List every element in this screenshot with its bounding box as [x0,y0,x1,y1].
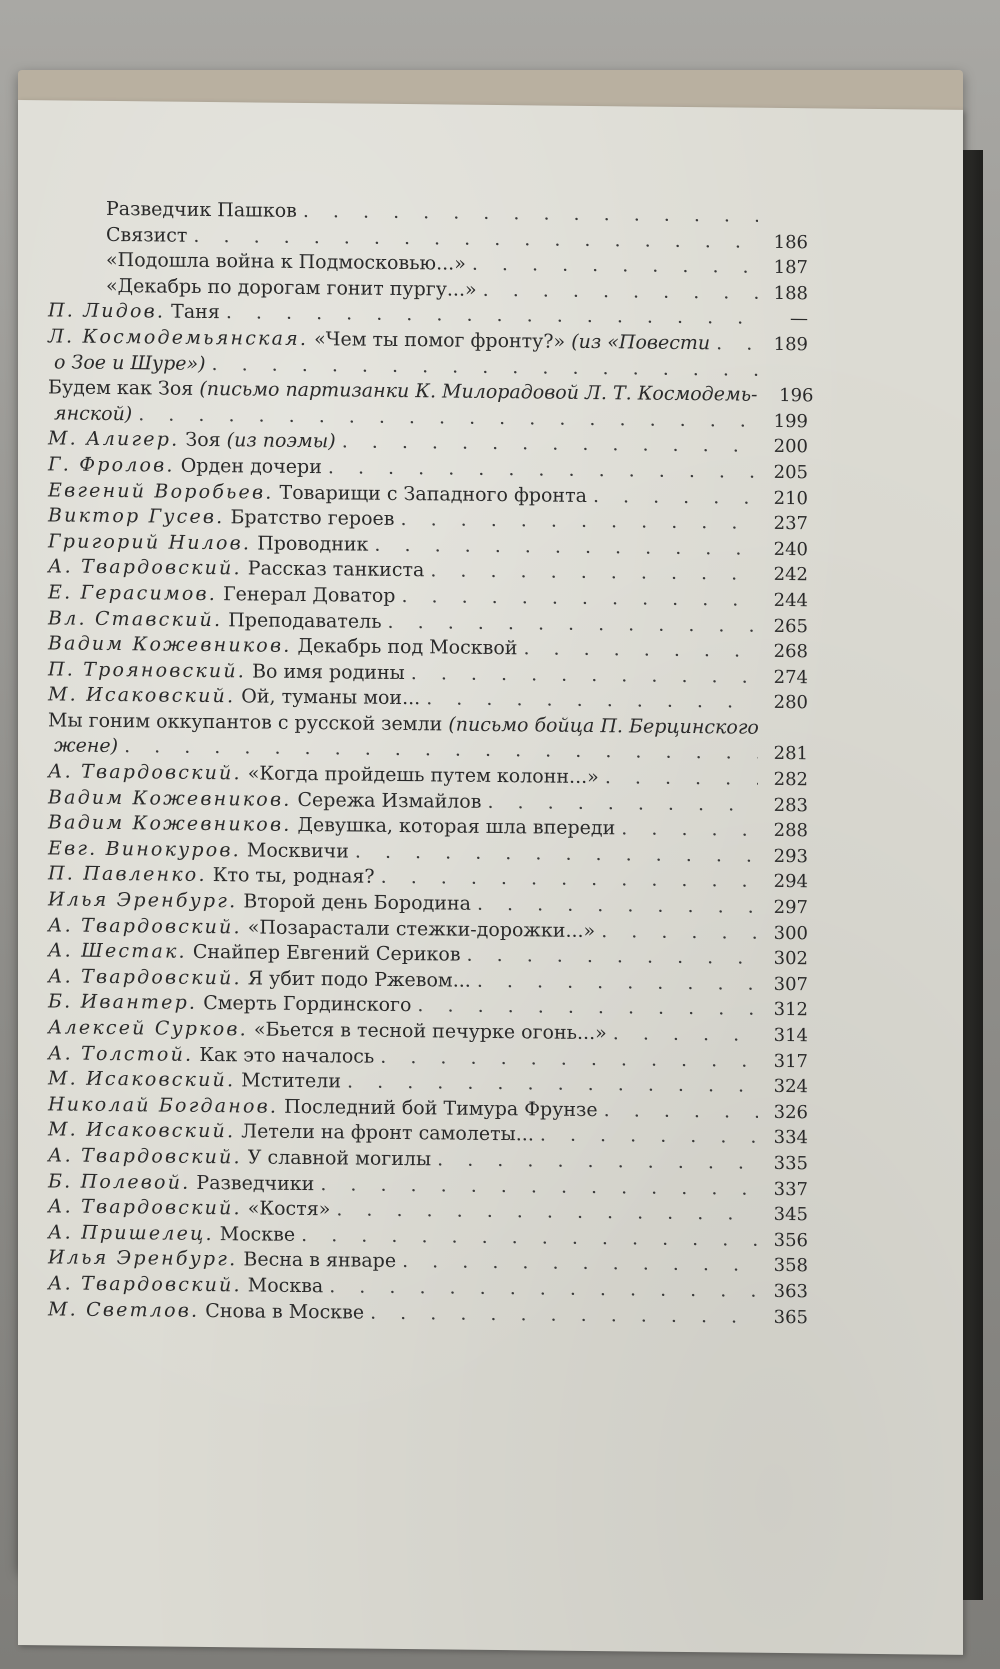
toc-entry-page-number: 356 [773,1229,808,1252]
toc-entry-page-number: 268 [773,641,808,663]
toc-entry-title: Ой, туманы мои... [241,685,421,710]
toc-entry-page-number: 237 [773,513,808,535]
toc-entry-title: Весна в январе [243,1248,397,1273]
toc-entry-title: Девушка, которая шла впереди [297,814,616,840]
toc-entry-title: Я убит подо Ржевом... [247,967,471,992]
toc-entry-author: Николай Богданов. [48,1093,279,1118]
toc-entry-author: А. Твардовский. [48,760,242,785]
toc-entry-page-number: 186 [773,231,808,253]
toc-leader-dots [401,584,758,613]
toc-entry-title: Разведчик Пашков [106,197,297,222]
toc-entry-title: Преподаватель [228,608,382,633]
toc-entry-page-number: 358 [773,1255,808,1277]
toc-entry-author: Вадим Кожевников. [48,632,292,657]
toc-entry-page-number: 326 [773,1101,808,1124]
toc-leader-dots [374,532,758,562]
toc-entry-page-number: 205 [773,461,808,484]
toc-entry-title: Как это началось [199,1043,375,1068]
toc-leader-dots [613,1021,758,1048]
toc-entry-author: А. Твардовский. [48,1144,242,1169]
book-page [18,100,963,1655]
toc-entry-page-number: — [790,308,808,330]
toc-entry-title: Орден дочери [180,454,322,479]
toc-entry-author: Б. Полевой. [48,1169,191,1194]
toc-entry-page-number: 317 [773,1050,808,1072]
toc-entry-author: М. Светлов. [48,1297,200,1322]
toc-entry-author: Илья Эренбург. [48,1246,238,1271]
toc-entry-note: (письмо бойца П. Берцинского [448,713,759,739]
toc-leader-dots [381,865,758,895]
toc-entry-title: Разведчики [196,1171,315,1195]
toc-leader-dots [417,994,758,1023]
toc-entry-title: Проводник [257,532,369,556]
toc-entry-page-number: 282 [773,768,808,791]
toc-leader-dots [523,636,758,664]
toc-entry-page-number: 281 [773,743,808,765]
toc-entry-page-number: 293 [773,845,808,868]
toc-entry-title: Во имя родины [252,660,405,684]
toc-entry-title: «Позарастали стежки-дорожки...» [247,916,596,942]
toc-entry-author: Вадим Кожевников. [48,785,292,811]
toc-entry-page-number: 200 [773,436,808,458]
toc-entry-title: Зоя [185,429,221,452]
toc-entry-page-number: 297 [773,896,808,919]
toc-leader-dots [467,943,758,972]
toc-leader-dots [487,790,758,818]
toc-entry-title: «Подошла война к Подмосковью...» [106,249,466,275]
toc-entry-title: Братство героев [230,506,395,531]
toc-entry-author: Л. Космодемьянская. [48,325,309,351]
toc-entry-page-number: 196 [779,385,814,407]
toc-entry-title: Генерал Доватор [223,583,396,607]
toc-leader-dots [477,892,758,921]
toc-entry-page-number: 242 [773,564,808,586]
toc-entry-author: А. Твардовский. [48,1195,242,1220]
toc-entry-author: А. Пришелец. [48,1221,214,1245]
toc-entry-page-number: 199 [773,410,808,433]
toc-entry-title: Сережа Измайлов [297,788,482,813]
toc-entry-page-number: 334 [773,1127,808,1149]
toc-leader-dots [370,1300,758,1330]
toc-leader-dots [400,507,758,536]
toc-entry-author: А. Твардовский. [48,965,242,990]
toc-entry-note: (письмо партизанки К. Милорадовой Л. Т. Космодемь- [199,378,758,406]
toc-leader-dots [540,1123,758,1151]
toc-entry-note: жене) [54,734,119,758]
toc-leader-dots [437,1147,758,1176]
toc-entry-title: Кто ты, родная? [212,864,375,889]
toc-entry-page-number: 363 [773,1280,808,1303]
toc-leader-dots [426,687,758,716]
toc-entry-title: Таня [171,300,220,324]
toc-leader-dots [593,484,758,511]
toc-entry-page-number: 244 [773,589,808,612]
toc-entry-author: А. Твардовский. [48,913,242,938]
toc-entry-author: А. Твардовский. [48,1272,242,1297]
toc-entry-title: «Костя» [247,1197,331,1221]
toc-entry-page-number: 345 [773,1204,808,1226]
toc-entry-title: Москва [247,1274,324,1298]
toc-entry-title: Декабрь под Москвой [297,635,518,660]
toc-entry-author: Евг. Винокуров. [48,837,241,862]
toc-entry-page-number: 294 [773,871,808,893]
toc-entry-author: Алексей Сурков. [48,1016,248,1041]
toc-leader-dots [380,1044,758,1074]
toc-entry-page-number: 300 [773,922,808,944]
toc-entry-author: А. Толстой. [48,1041,194,1066]
toc-entry-title: Снова в Москве [205,1299,365,1324]
toc-entry-title: «Декабрь по дорогам гонит пургу...» [106,274,477,301]
toc-entry-author: Евгений Воробьев. [48,478,274,504]
toc-entry-title: «Чем ты помог фронту?» [314,328,566,353]
toc-entry-page-number: 324 [773,1076,808,1098]
toc-entry-author: М. Исаковский. [48,683,236,708]
toc-leader-dots [716,331,758,357]
toc-entry-page-number: 337 [773,1178,808,1200]
toc-entry-title: Мстители [241,1069,342,1093]
toc-entry-page-number: 274 [773,666,808,688]
toc-entry-title: Рассказ танкиста [247,557,425,582]
toc-entry-note: янской) [54,402,133,425]
toc-entry-page-number: 280 [773,692,808,714]
toc-entry-title: Будем как Зоя [48,376,194,400]
toc-leader-dots [604,1098,758,1125]
toc-entry-title: Москвичи [246,839,349,863]
toc-leader-dots [477,969,758,998]
toc-entry-author: П. Лидов. [48,299,166,323]
toc-entry-page-number: 288 [773,820,808,842]
toc-entry-author: Илья Эренбург. [48,888,238,913]
toc-leader-dots [430,559,758,588]
toc-entry-page-number: 240 [773,538,808,560]
toc-entry-author: Вл. Ставский. [48,606,223,631]
toc-entry-page-number: 312 [773,999,808,1021]
toc-entry-title: Смерть Гординского [203,992,412,1017]
toc-entry-title: Товарищи с Западного фронта [279,481,587,507]
toc-leader-dots [621,817,758,844]
toc-entry-page-number: 283 [773,794,808,816]
toc-entry-author: П. Павленко. [48,862,207,887]
book-cover [18,70,963,1570]
toc-entry-page-number: 314 [773,1024,808,1047]
table-of-contents [48,196,814,1330]
toc-entry-author: Б. Ивантер. [48,990,198,1015]
toc-leader-dots [411,661,758,690]
toc-entry-note: о Зое и Шуре») [54,350,206,375]
toc-entry-title: Летели на фронт самолеты... [241,1120,534,1146]
toc-entry-author: Е. Герасимов. [48,581,218,605]
toc-entry-author: Г. Фролов. [48,453,175,477]
toc-leader-dots [605,765,758,792]
toc-entry-title: Москве [219,1222,296,1246]
toc-entry-author: Виктор Гусев. [48,504,225,529]
toc-entry-author: Григорий Нилов. [48,530,252,555]
toc-entry-page-number: 307 [773,973,808,996]
toc-entry-author: А. Шестак. [48,939,187,963]
toc-entry-title: У славной могилы [247,1146,432,1171]
toc-entry-page-number: 188 [773,282,808,305]
toc-entry-note: (из «Повести [571,330,711,355]
toc-entry-title: «Когда пройдешь путем колонн...» [247,762,599,789]
toc-leader-dots [388,609,758,638]
toc-entry-page-number: 335 [773,1152,808,1175]
toc-leader-dots [483,278,758,306]
toc-entry-page-number: 210 [773,487,808,509]
toc-entry-page-number: 302 [773,948,808,970]
toc-entry-author: М. Исаковский. [48,1067,236,1092]
toc-entry-author: П. Трояновский. [48,658,247,683]
toc-entry-note: (из поэмы) [226,429,336,453]
toc-entry-title: Второй день Бородина [243,890,471,915]
toc-entry-author: М. Исаковский. [48,1118,236,1143]
toc-entry-page-number: 365 [773,1306,808,1328]
toc-leader-dots [601,919,758,946]
toc-entry-title: «Бьется в тесной печурке огонь...» [253,1018,607,1045]
toc-entry-page-number: 189 [773,333,808,356]
toc-entry-author: М. Алигер. [48,427,180,452]
toc-entry-title: Последний бой Тимура Фрунзе [284,1095,598,1121]
toc-entry-title: Мы гоним оккупантов с русской земли [48,709,443,736]
toc-leader-dots [472,252,758,281]
toc-entry-author: А. Твардовский. [48,555,242,580]
toc-leader-dots [402,1249,758,1278]
toc-entry-title: Снайпер Евгений Сериков [192,941,461,966]
toc-entry-page-number: 265 [773,615,808,637]
toc-entry-author: Вадим Кожевников. [48,811,292,837]
toc-entry-title: Связист [106,223,188,247]
toc-entry-page-number: 187 [773,257,808,279]
